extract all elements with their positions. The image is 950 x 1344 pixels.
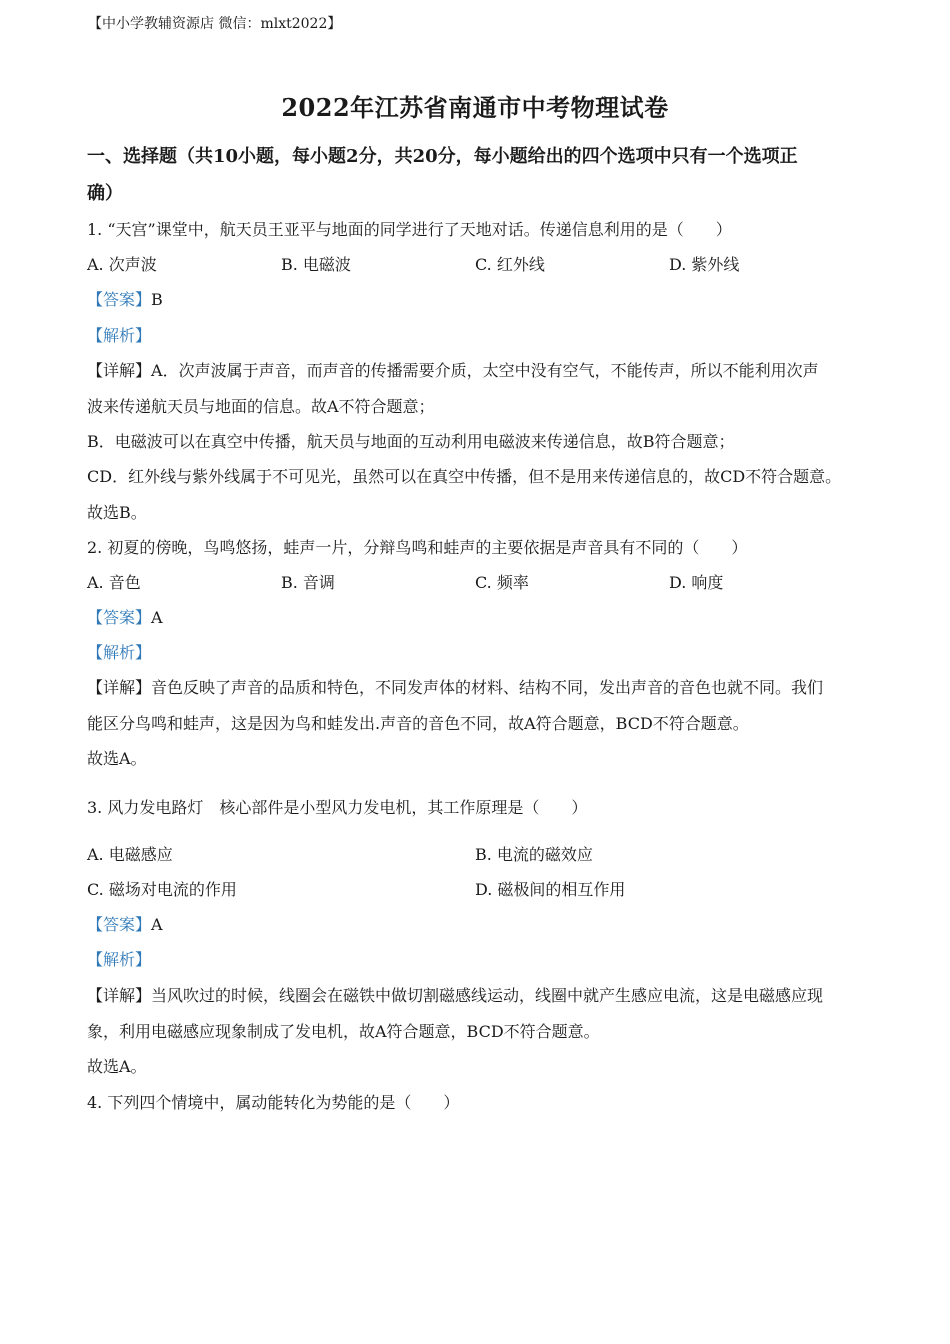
detail-text: 当风吹过的时候，线圈会在磁铁中做切割磁感线运动，线圈中就产生感应电流，这是电磁感应现: [151, 986, 824, 1005]
q1-option-a: A. 次声波: [87, 255, 157, 274]
q1-option-d: D. 紫外线: [669, 255, 740, 274]
answer-tag: 【答案】: [87, 290, 152, 309]
q1-detail-line5: 故选B。: [87, 503, 147, 522]
page-title: 2022年江苏省南通市中考物理试卷: [281, 93, 669, 122]
q1-stem: 1. “天宫”课堂中，航天员王亚平与地面的同学进行了天地对话。传递信息利用的是（ ）: [87, 220, 732, 239]
detail-text: A．次声波属于声音，而声音的传播需要介质，太空中没有空气，不能传声，所以不能利用次声: [151, 361, 819, 380]
q2-option-b: B. 音调: [281, 573, 335, 592]
q3-detail-line2: 象，利用电磁感应现象制成了发电机，故A符合题意，BCD不符合题意。: [87, 1022, 600, 1041]
q1-detail-line2: 波来传递航天员与地面的信息。故A不符合题意；: [87, 397, 435, 416]
q1-option-c: C. 红外线: [475, 255, 545, 274]
q3-detail-line1: [87, 985, 823, 1007]
q2-detail-line2: 能区分鸟鸣和蛙声，这是因为鸟和蛙发出.声音的音色不同，故A符合题意，BCD不符合题意。: [87, 714, 749, 733]
answer-tag: 【答案】: [87, 915, 152, 934]
detail-tag: 【详解】: [87, 986, 152, 1005]
detail-tag: 【详解】: [87, 361, 152, 380]
q3-option-d: D. 磁极间的相互作用: [475, 880, 626, 899]
answer-value: B: [151, 290, 163, 309]
q1-answer: [87, 289, 163, 311]
q3-option-a: A. 电磁感应: [87, 845, 173, 864]
q1-detail-line4: CD．红外线与紫外线属于不可见光，虽然可以在真空中传播，但不是用来传递信息的，故CD不符合题意。: [87, 467, 842, 486]
q2-option-a: A. 音色: [87, 573, 141, 592]
q3-detail-line3: 故选A。: [87, 1057, 147, 1076]
q2-option-d: D. 响度: [669, 573, 724, 592]
q2-stem: 2. 初夏的傍晚，鸟鸣悠扬，蛙声一片，分辩鸟鸣和蛙声的主要依据是声音具有不同的（ ）: [87, 538, 748, 557]
q1-analysis-tag: 【解析】: [87, 326, 152, 345]
page-header: 【中小学教辅资源店 微信：mlxt2022】: [88, 16, 342, 32]
q4-stem: 4. 下列四个情境中，属动能转化为势能的是（ ）: [87, 1093, 460, 1112]
q3-analysis-tag: 【解析】: [87, 950, 152, 969]
q2-detail-line1: [87, 677, 823, 699]
q2-analysis-tag: 【解析】: [87, 643, 152, 662]
answer-tag: 【答案】: [87, 608, 152, 627]
q1-detail-line1: [87, 360, 819, 382]
detail-text: 音色反映了声音的品质和特色，不同发声体的材料、结构不同，发出声音的音色也就不同。我们: [151, 678, 824, 697]
section-heading-line2: 确）: [87, 183, 123, 204]
answer-value: A: [151, 915, 163, 934]
q2-option-c: C. 频率: [475, 573, 529, 592]
q3-answer: [87, 914, 163, 936]
answer-value: A: [151, 608, 163, 627]
section-heading-line1: 一、选择题（共10小题，每小题2分，共20分，每小题给出的四个选项中只有一个选项正: [87, 146, 798, 167]
q2-answer: [87, 607, 163, 629]
q1-detail-line3: B．电磁波可以在真空中传播，航天员与地面的互动利用电磁波来传递信息，故B符合题意；: [87, 432, 735, 451]
detail-tag: 【详解】: [87, 678, 152, 697]
q3-option-c: C. 磁场对电流的作用: [87, 880, 237, 899]
q3-stem: 3. 风力发电路灯 核心部件是小型风力发电机，其工作原理是（ ）: [87, 798, 588, 817]
q3-option-b: B. 电流的磁效应: [475, 845, 593, 864]
q2-detail-line3: 故选A。: [87, 749, 147, 768]
q1-option-b: B. 电磁波: [281, 255, 351, 274]
